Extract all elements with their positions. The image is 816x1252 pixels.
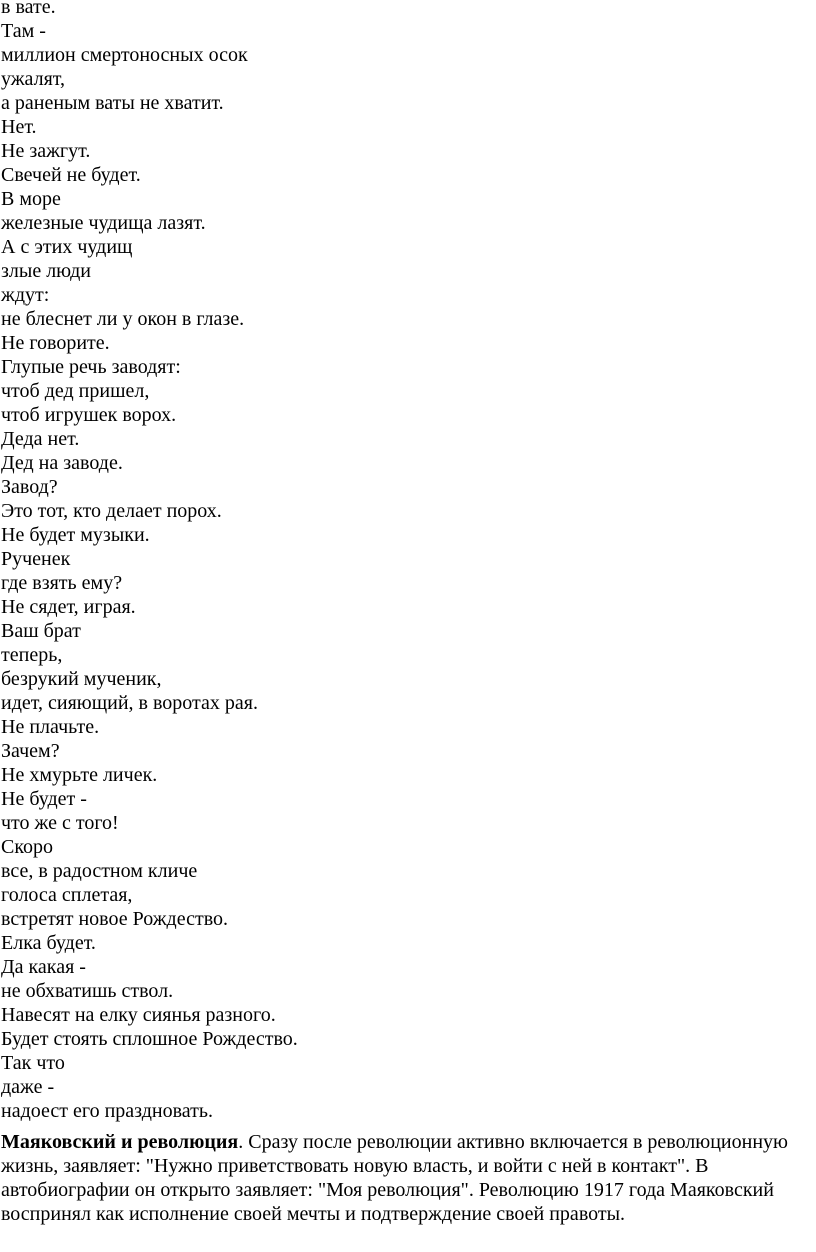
poem-line: ужалят, [1,68,66,90]
poem-line: Не будет музыки. [1,524,150,546]
poem-line: Елка будет. [1,932,96,954]
poem-line: а раненым ваты не хватит. [1,92,224,114]
poem-line: Да какая - [1,956,86,978]
poem-line: Не хмурьте личек. [1,764,158,786]
poem-line: Ваш брат [1,620,81,642]
poem-line: Не сядет, играя. [1,596,136,618]
poem-line: в вате. [1,0,56,18]
poem-line: А с этих чудищ [1,236,133,258]
poem-line: Рученек [1,548,71,570]
poem-line: Дед на заводе. [1,452,123,474]
poem-line: где взять ему? [1,572,123,594]
poem-line: не блеснет ли у окон в глазе. [1,308,245,330]
paragraph-text: . Сразу после революции активно включается в революционную жизнь, заявляет: "Нужно приветствовать новую власть, и войти с ней в контакт". В автобиографии он открыто заявляет: "Моя революция". Революцию 1917 года Маяковский воспринял как исполнение своей мечты и подтверждение своей правоты. [1,1131,788,1225]
poem-line: Не говорите. [1,332,110,354]
poem-line: Не плачьте. [1,716,100,738]
poem-line: Зачем? [1,740,60,762]
poem-line: Деда нет. [1,428,80,450]
poem-line: все, в радостном кличе [1,860,198,882]
poem-line: безрукий мученик, [1,668,162,690]
poem-line: встретят новое Рождество. [1,908,229,930]
section-heading: Маяковский и революция [1,1131,239,1153]
prose-paragraph [1,1130,813,1226]
poem-line: Нет. [1,116,37,138]
poem-line: ждут: [1,284,50,306]
poem-line: Скоро [1,836,54,858]
poem-line: не обхватишь ствол. [1,980,174,1002]
poem-line: Завод? [1,476,58,498]
poem-line: Не зажгут. [1,140,91,162]
poem-line: даже - [1,1076,55,1098]
poem-line: Будет стоять сплошное Рождество. [1,1028,298,1050]
poem-line: голоса сплетая, [1,884,133,906]
poem-line: Не будет - [1,788,87,810]
poem-text [1,0,298,1123]
poem-line: Так что [1,1052,65,1074]
poem-line: железные чудища лазят. [1,212,206,234]
poem-line: Навесят на елку сиянья разного. [1,1004,276,1026]
poem-line: миллион смертоносных осок [1,44,248,66]
poem-line: Глупые речь заводят: [1,356,181,378]
poem-line: что же с того! [1,812,119,834]
poem-line: чтоб игрушек ворох. [1,404,177,426]
poem-line: надоест его праздновать. [1,1100,213,1122]
poem-line: В море [1,188,61,210]
poem-line: Там - [1,20,46,42]
poem-line: идет, сияющий, в воротах рая. [1,692,258,714]
poem-line: теперь, [1,644,63,666]
poem-line: Свечей не будет. [1,164,141,186]
poem-line: злые люди [1,260,91,282]
poem-line: Это тот, кто делает порох. [1,500,222,522]
poem-line: чтоб дед пришел, [1,380,150,402]
